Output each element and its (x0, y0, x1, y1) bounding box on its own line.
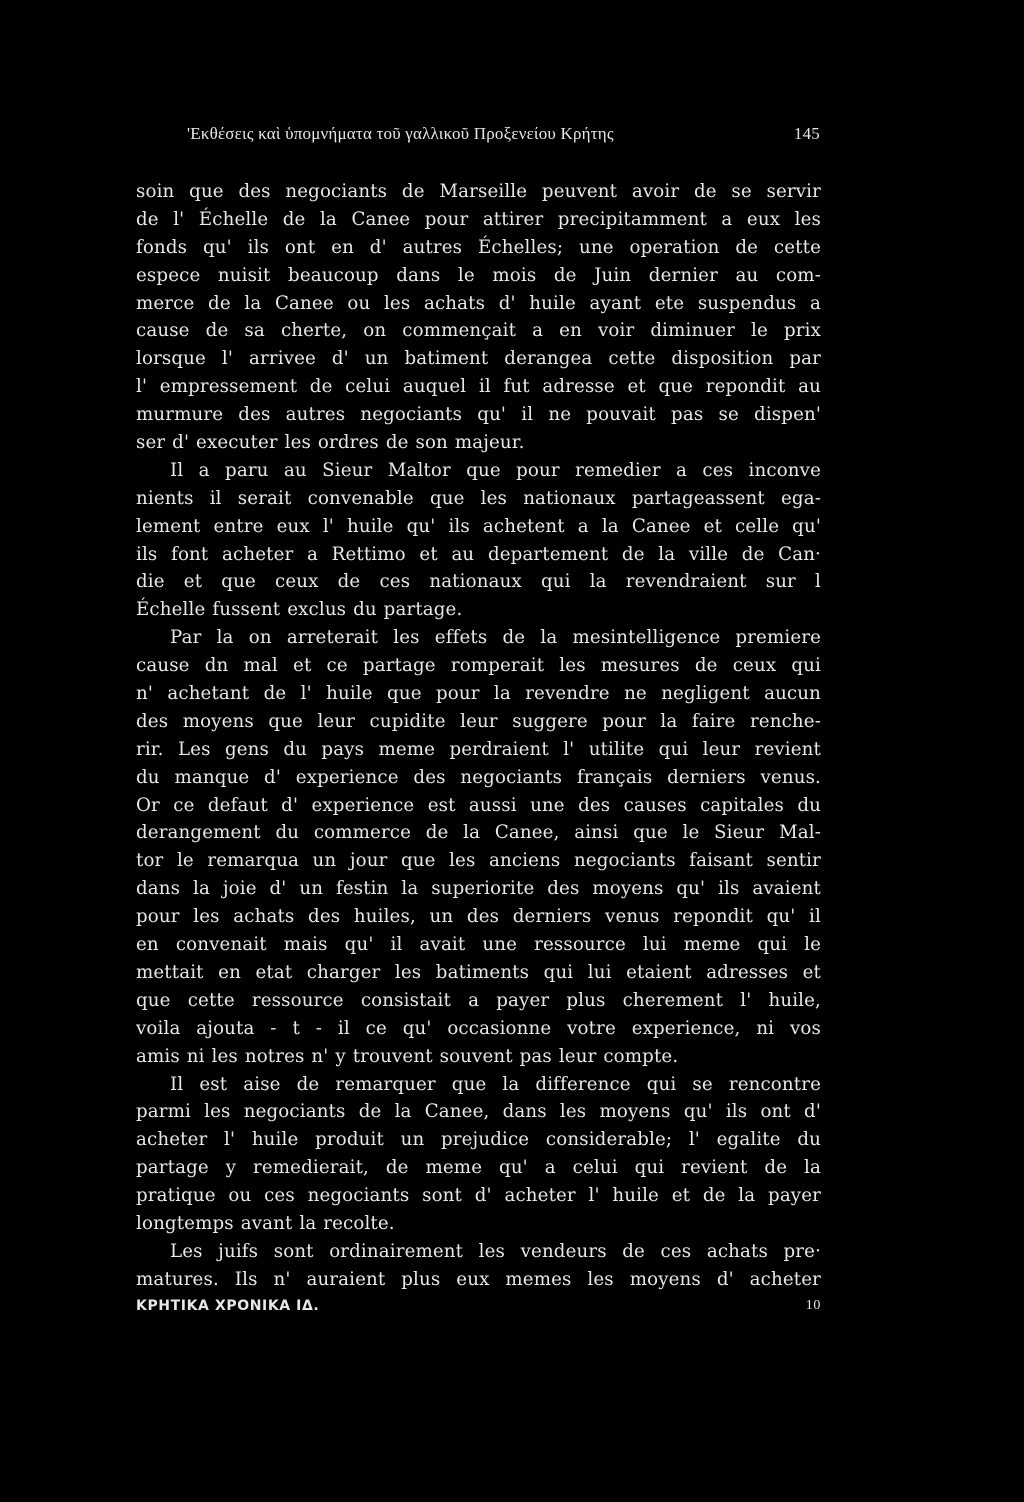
text-line: que cette ressource consistait a payer plus cherement l' huile, (136, 989, 821, 1011)
text-line: tor le remarqua un jour que les anciens negociants faisant sentir (136, 850, 821, 872)
text-line: Échelle fussent exclus du partage. (136, 599, 463, 621)
running-head (187, 124, 820, 152)
text-line: die et que ceux de ces nationaux qui la revendraient sur l (136, 571, 821, 593)
text-line: de l' Échelle de la Canee pour attirer precipitamment a eux les (136, 208, 821, 230)
text-line: ils font acheter a Rettimo et au departement de la ville de Can· (136, 543, 821, 565)
text-line: cause de sa cherte, on commençait a en voir diminuer le prix (136, 320, 821, 342)
text-line: Il a paru au Sieur Maltor que pour remedier a ces inconve (170, 459, 821, 481)
page-number: 145 (793, 124, 820, 143)
text-line: nients il serait convenable que les nationaux partageassent ega- (136, 487, 821, 509)
text-line: partage y remedierait, de meme qu' a celui qui revient de la (136, 1157, 821, 1179)
text-line: pour les achats des huiles, un des derniers venus repondit qu' il (136, 906, 821, 928)
text-line: matures. Ils n' auraient plus eux memes les moyens d' acheter (136, 1268, 821, 1290)
text-line: mettait en etat charger les batiments qui lui etaient adresses et (136, 961, 821, 983)
text-line: rir. Les gens du pays meme perdraient l' utilite qui leur revient (136, 738, 821, 760)
text-line: en convenait mais qu' il avait une ressource lui meme qui le (136, 934, 821, 956)
text-line: lorsque l' arrivee d' un batiment derangea cette disposition par (136, 348, 821, 370)
text-line: murmure des autres negociants qu' il ne pouvait pas se dispen' (136, 404, 821, 426)
footer-sheet-number: 10 (805, 1298, 821, 1313)
text-line: n' achetant de l' huile que pour la revendre ne negligent aucun (136, 683, 821, 705)
text-line: Les juifs sont ordinairement les vendeurs de ces achats pre· (170, 1240, 821, 1262)
text-line: parmi les negociants de la Canee, dans les moyens qu' ils ont d' (136, 1101, 821, 1123)
text-line: cause dn mal et ce partage romperait les mesures de ceux qui (136, 655, 821, 677)
text-line: ser d' executer les ordres de son majeur. (136, 432, 525, 454)
footer-signature: ΚΡΗΤΙΚΑ ΧΡΟΝΙΚΑ ΙΔ. (136, 1298, 320, 1314)
text-line: Or ce defaut d' experience est aussi une des causes capitales du (136, 794, 821, 816)
text-line: voila ajouta - t - il ce qu' occasionne votre experience, ni vos (136, 1017, 821, 1039)
text-line: merce de la Canee ou les achats d' huile ayant ete suspendus a (136, 292, 821, 314)
text-line: longtemps avant la recolte. (136, 1212, 395, 1234)
text-line: dans la joie d' un festin la superiorite des moyens qu' ils avaient (136, 878, 821, 900)
text-line: l' empressement de celui auquel il fut adresse et que repondit au (136, 376, 821, 398)
running-head-title: 'Εκθέσεις καὶ ὑπομνήματα τοῦ γαλλικοῦ Προξενείου Κρήτης (187, 124, 614, 143)
text-line: fonds qu' ils ont en d' autres Échelles; une operation de cette (136, 236, 821, 258)
text-line: espece nuisit beaucoup dans le mois de Juin dernier au com- (136, 264, 821, 286)
text-line: lement entre eux l' huile qu' ils achetent a la Canee et celle qu' (136, 515, 821, 537)
text-line: soin que des negociants de Marseille peuvent avoir de se servir (136, 181, 821, 202)
text-line: Par la on arreterait les effets de la mesintelligence premiere (170, 627, 821, 649)
text-line: acheter l' huile produit un prejudice considerable; l' egalite du (136, 1129, 821, 1151)
text-line: Il est aise de remarquer que la difference qui se rencontre (170, 1073, 821, 1095)
body-text (136, 178, 821, 1294)
text-line: du manque d' experience des negociants français derniers venus. (136, 766, 821, 788)
text-line: amis ni les notres n' y trouvent souvent pas leur compte. (136, 1045, 679, 1067)
text-line: pratique ou ces negociants sont d' acheter l' huile et de la payer (136, 1185, 821, 1207)
text-line: derangement du commerce de la Canee, ainsi que le Sieur Mal- (136, 822, 821, 844)
text-line: des moyens que leur cupidite leur suggere pour la faire renche- (136, 710, 821, 732)
page-footer (136, 1298, 821, 1320)
